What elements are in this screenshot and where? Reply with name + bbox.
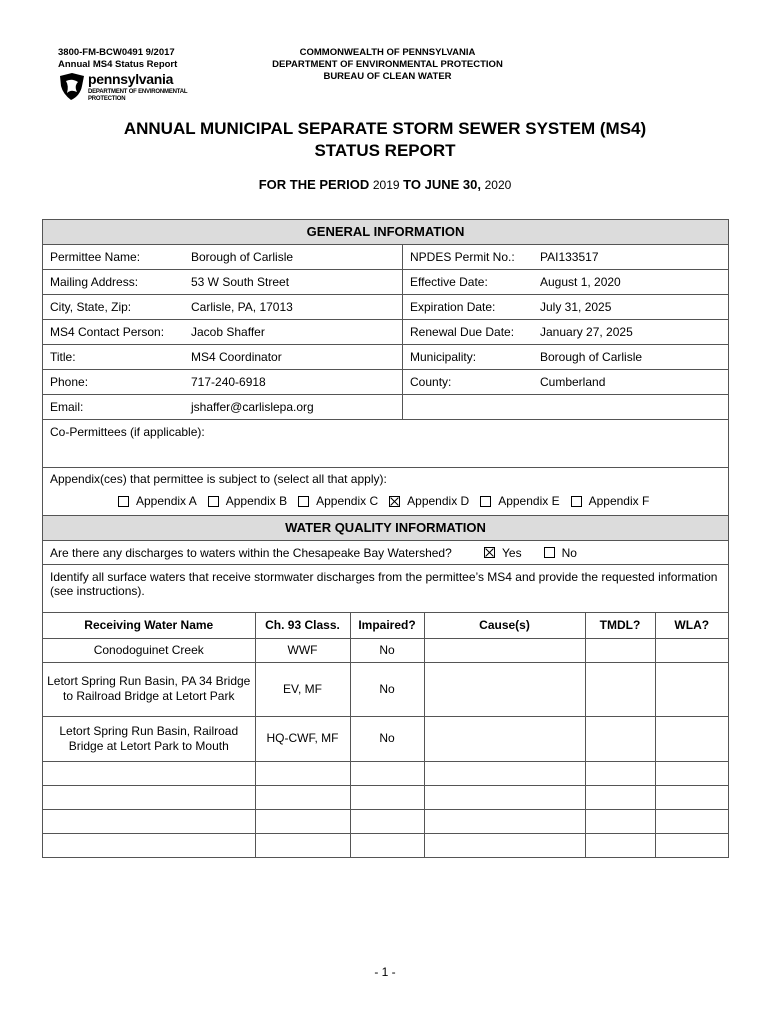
column-header: WLA? [655, 613, 728, 638]
appendix-checkbox[interactable] [571, 496, 582, 507]
title-line-1: ANNUAL MUNICIPAL SEPARATE STORM SEWER SYSTEM (MS4) [123, 119, 647, 138]
table-cell[interactable] [255, 809, 350, 833]
appendix-selection [43, 468, 728, 516]
general-info-row [43, 370, 728, 395]
field-label: Mailing Address: [50, 275, 139, 289]
logo-brand-text: pennsylvania [88, 71, 174, 87]
surface-waters-instructions: Identify all surface waters that receive stormwater discharges from the permittee’s MS4 and provide the requested information (see instructions). [43, 565, 728, 613]
form-id-block [58, 47, 177, 71]
table-cell[interactable] [585, 662, 655, 716]
table-cell[interactable] [655, 716, 728, 761]
column-header: Ch. 93 Class. [255, 613, 350, 638]
general-information-rows [43, 245, 728, 420]
field-value[interactable]: Borough of Carlisle [184, 245, 403, 269]
field-label: Effective Date: [410, 275, 488, 289]
field-value[interactable]: August 1, 2020 [540, 275, 621, 289]
table-cell[interactable] [655, 662, 728, 716]
field-label: City, State, Zip: [50, 300, 132, 314]
field-value[interactable]: PAI133517 [540, 250, 599, 264]
receiving-waters-header-row [43, 613, 728, 638]
appendix-option[interactable] [118, 494, 197, 508]
appendix-option[interactable] [571, 494, 650, 508]
table-cell[interactable] [43, 785, 255, 809]
table-cell[interactable]: Letort Spring Run Basin, PA 34 Bridge to Railroad Bridge at Letort Park [43, 662, 255, 716]
keystone-logo-icon [58, 72, 88, 102]
no-label: No [561, 545, 577, 560]
table-cell[interactable]: EV, MF [255, 662, 350, 716]
title-line-2: STATUS REPORT [314, 141, 456, 160]
appendix-option-label: Appendix B [225, 494, 288, 508]
table-cell[interactable] [255, 833, 350, 857]
table-cell[interactable] [585, 785, 655, 809]
table-cell[interactable] [424, 833, 585, 857]
field-label: Phone: [50, 375, 89, 389]
table-cell[interactable]: WWF [255, 638, 350, 662]
appendix-label: Appendix(ces) that permittee is subject to (select all that apply): [50, 472, 387, 486]
agency-line-2: DEPARTMENT OF ENVIRONMENTAL PROTECTION [272, 59, 503, 70]
table-cell[interactable] [655, 833, 728, 857]
general-info-row [43, 270, 728, 295]
logo-subtitle-line2: PROTECTION [88, 96, 126, 102]
agency-line-3: BUREAU OF CLEAN WATER [323, 71, 452, 82]
table-cell[interactable] [585, 833, 655, 857]
appendix-option-label: Appendix F [588, 494, 650, 508]
table-cell[interactable] [424, 809, 585, 833]
column-header: Impaired? [350, 613, 424, 638]
field-label: Email: [50, 400, 84, 414]
field-label: MS4 Contact Person: [50, 325, 165, 339]
table-row [43, 833, 728, 857]
receiving-waters-table [43, 613, 728, 857]
column-header: Receiving Water Name [43, 613, 255, 638]
table-cell[interactable]: Letort Spring Run Basin, Railroad Bridge at Letort Park to Mouth [43, 716, 255, 761]
table-cell[interactable] [350, 785, 424, 809]
general-info-row [43, 245, 728, 270]
table-cell[interactable] [424, 761, 585, 785]
table-row [43, 785, 728, 809]
form-code: 3800-FM-BCW0491 9/2017 [58, 47, 175, 58]
general-info-row [43, 295, 728, 320]
field-label: Expiration Date: [410, 300, 496, 314]
chesapeake-question-row [43, 541, 728, 565]
table-cell[interactable] [43, 833, 255, 857]
table-cell[interactable] [350, 833, 424, 857]
table-cell[interactable]: HQ-CWF, MF [255, 716, 350, 761]
agency-line-1: COMMONWEALTH OF PENNSYLVANIA [299, 47, 476, 58]
table-cell[interactable] [424, 785, 585, 809]
appendix-checkbox[interactable] [298, 496, 309, 507]
appendix-checkbox[interactable] [118, 496, 129, 507]
appendix-option-label: Appendix D [407, 494, 470, 508]
table-cell[interactable] [585, 761, 655, 785]
logo-subtitle-line1: DEPARTMENT OF ENVIRONMENTAL [88, 89, 188, 95]
field-value[interactable]: 53 W South Street [184, 270, 403, 294]
field-value[interactable]: Cumberland [540, 375, 606, 389]
table-row [43, 809, 728, 833]
field-value[interactable]: Jacob Shaffer [184, 320, 403, 344]
table-cell[interactable] [655, 785, 728, 809]
table-cell[interactable] [585, 638, 655, 662]
field-value[interactable]: jshaffer@carlislepa.org [184, 395, 403, 419]
pa-dep-logo [58, 72, 208, 108]
field-label: Municipality: [410, 350, 477, 364]
appendix-options [118, 494, 721, 508]
field-value[interactable]: January 27, 2025 [540, 325, 633, 339]
field-label: Permittee Name: [50, 250, 141, 264]
table-cell[interactable] [424, 662, 585, 716]
appendix-option-label: Appendix A [136, 494, 197, 508]
table-cell[interactable] [255, 785, 350, 809]
table-cell[interactable] [43, 809, 255, 833]
general-information-heading: GENERAL INFORMATION [43, 220, 728, 245]
period-start-year[interactable]: 2019 [372, 178, 400, 192]
field-value[interactable]: 717-240-6918 [184, 370, 403, 394]
field-value[interactable]: Carlisle, PA, 17013 [184, 295, 403, 319]
appendix-option[interactable] [389, 494, 469, 508]
period-prefix: FOR THE PERIOD [258, 177, 370, 192]
appendix-option[interactable] [298, 494, 378, 508]
table-cell[interactable] [585, 716, 655, 761]
appendix-option-label: Appendix E [498, 494, 560, 508]
field-label: County: [410, 375, 452, 389]
table-row [43, 761, 728, 785]
period-middle: TO JUNE 30, [403, 177, 481, 192]
table-cell[interactable]: No [350, 662, 424, 716]
field-label: Title: [50, 350, 76, 364]
chesapeake-question: Are there any discharges to waters within the Chesapeake Bay Watershed? [50, 545, 452, 560]
agency-heading [220, 47, 555, 83]
field-label [403, 395, 533, 419]
table-cell[interactable] [43, 761, 255, 785]
document-title [42, 118, 728, 162]
table-cell[interactable] [350, 809, 424, 833]
copermittees-field[interactable] [43, 420, 728, 468]
copermittees-label: Co-Permittees (if applicable): [50, 425, 205, 439]
form-name: Annual MS4 Status Report [58, 59, 178, 70]
field-value[interactable]: MS4 Coordinator [184, 345, 403, 369]
no-checkbox[interactable] [544, 547, 555, 558]
field-label: Renewal Due Date: [410, 325, 515, 339]
receiving-waters-body [43, 638, 728, 857]
report-form [42, 219, 729, 858]
reporting-period [42, 177, 728, 192]
table-row [43, 662, 728, 716]
table-cell[interactable] [655, 761, 728, 785]
table-cell[interactable] [424, 638, 585, 662]
table-cell[interactable] [655, 809, 728, 833]
table-cell[interactable] [655, 638, 728, 662]
period-end-year[interactable]: 2020 [484, 178, 512, 192]
appendix-option[interactable] [208, 494, 287, 508]
table-cell[interactable] [424, 716, 585, 761]
yes-checkbox[interactable] [484, 547, 495, 558]
table-cell[interactable]: Conodoguinet Creek [43, 638, 255, 662]
yes-label: Yes [502, 545, 522, 560]
column-header: Cause(s) [424, 613, 585, 638]
chesapeake-no-option[interactable] [544, 546, 577, 560]
appendix-checkbox[interactable] [389, 496, 400, 507]
field-value[interactable]: July 31, 2025 [540, 300, 612, 314]
table-row [43, 716, 728, 761]
appendix-checkbox[interactable] [480, 496, 491, 507]
appendix-option-label: Appendix C [316, 494, 379, 508]
table-row [43, 638, 728, 662]
general-info-row [43, 395, 728, 420]
table-cell[interactable] [255, 761, 350, 785]
water-quality-heading: WATER QUALITY INFORMATION [43, 516, 728, 541]
column-header: TMDL? [585, 613, 655, 638]
table-cell[interactable] [350, 761, 424, 785]
appendix-option[interactable] [480, 494, 559, 508]
general-info-row [43, 320, 728, 345]
general-info-row [43, 345, 728, 370]
logo-subtitle [88, 89, 208, 103]
table-cell[interactable]: No [350, 638, 424, 662]
field-value[interactable] [533, 395, 728, 419]
table-cell[interactable] [585, 809, 655, 833]
table-cell[interactable]: No [350, 716, 424, 761]
appendix-checkbox[interactable] [208, 496, 219, 507]
page-number: - 1 - [374, 965, 396, 979]
chesapeake-yes-option[interactable] [484, 546, 522, 560]
field-value[interactable]: Borough of Carlisle [540, 350, 643, 364]
field-label: NPDES Permit No.: [410, 250, 515, 264]
